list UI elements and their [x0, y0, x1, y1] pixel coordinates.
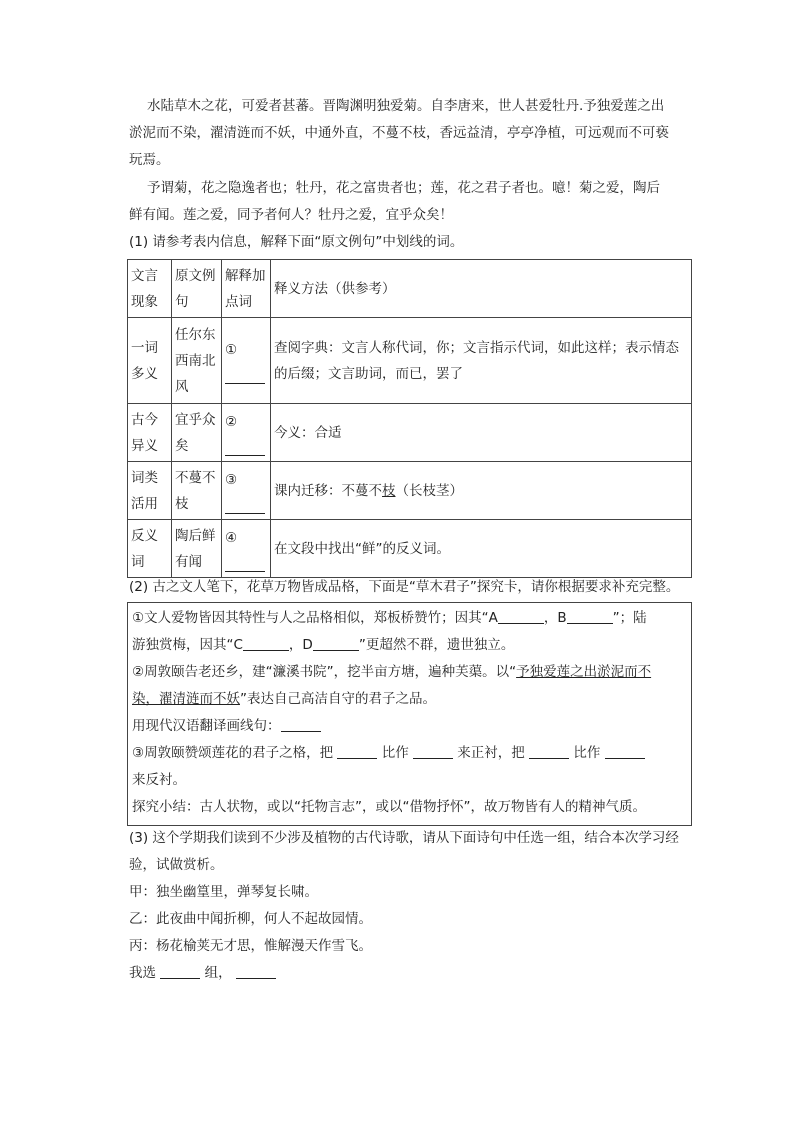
passage-line: 鲜有闻。莲之爱，同予者何人？牡丹之爱，宜乎众矣！	[129, 207, 453, 223]
appreciation-blank[interactable]	[236, 964, 276, 979]
header-cell: 原文例句	[172, 260, 222, 318]
card-text: 比作	[573, 745, 601, 761]
answer-blank[interactable]	[225, 557, 265, 572]
answer-number: ②	[225, 414, 238, 430]
table-row	[128, 462, 692, 520]
answer-cell	[222, 404, 271, 462]
phenomenon-cell: 词类活用	[128, 462, 172, 520]
question-1-prompt: (1) 请参考表内信息，解释下面“原文例句”中划线的词。	[129, 234, 464, 250]
card-text: ，B	[543, 610, 567, 626]
method-text: 课内迁移：不蔓不	[274, 482, 382, 499]
card-text: 来正衬，把	[457, 745, 525, 761]
answer-blank[interactable]	[225, 499, 265, 514]
poem-option-bing: 丙：杨花榆荚无才思，惟解漫天作雪飞。	[129, 938, 372, 954]
answer-text: 我选	[129, 965, 156, 981]
card-text: 比作	[381, 745, 409, 761]
card-text: 游独赏梅，因其“C	[132, 637, 243, 653]
passage-line: 水陆草木之花，可爱者甚蕃。晋陶渊明独爱菊。自李唐来，世人甚爱牡丹.予独爱莲之出	[147, 98, 665, 114]
translation-blank[interactable]	[281, 717, 321, 732]
answer-number: ③	[225, 472, 238, 488]
phenomenon-cell: 反义词	[128, 520, 172, 578]
answer-line	[129, 963, 276, 983]
poem-option-yi: 乙：此夜曲中闻折柳，何人不起故园情。	[129, 911, 372, 927]
blank-contrast-2[interactable]	[605, 744, 645, 759]
header-cell: 释义方法（供参考）	[271, 260, 692, 318]
header-cell: 解释加点词	[222, 260, 271, 318]
card-text: ，D	[288, 637, 313, 653]
question-3-prompt: 验，试做赏析。	[129, 857, 224, 873]
header-cell: 文言现象	[128, 260, 172, 318]
table-row	[128, 520, 692, 578]
card-line	[132, 689, 436, 709]
blank-d[interactable]	[313, 636, 359, 651]
method-underlined: 枝	[382, 482, 396, 499]
answer-cell	[222, 318, 271, 404]
card-line	[132, 635, 514, 655]
method-cell	[271, 462, 692, 520]
table-row	[128, 404, 692, 462]
method-cell: 在文段中找出“鲜”的反义词。	[271, 520, 692, 578]
card-line: 来反衬。	[132, 772, 186, 788]
answer-blank[interactable]	[225, 441, 265, 456]
blank-positive-1[interactable]	[337, 744, 377, 759]
card-summary: 探究小结：古人状物，或以“托物言志”，或以“借物抒怀”，故万物皆有人的精神气质。	[132, 799, 646, 815]
question-2-prompt: (2) 古之文人笔下，花草万物皆成品格，下面是“草木君子”探究卡，请你根据要求补充完整。	[129, 579, 680, 595]
exploration-card	[127, 602, 692, 826]
card-text: ”；陆	[612, 610, 647, 626]
blank-positive-2[interactable]	[413, 744, 453, 759]
passage-line: 淤泥而不染，濯清涟而不妖，中通外直，不蔓不枝，香远益清，亭亭净植，可远观而不可亵	[129, 125, 669, 141]
card-text: ①文人爱物皆因其特性与人之品格相似，郑板桥赞竹；因其“A	[132, 610, 498, 626]
passage-line: 予谓菊，花之隐逸者也；牡丹，花之富贵者也；莲，花之君子者也。噫！菊之爱，陶后	[147, 180, 660, 196]
blank-b[interactable]	[567, 609, 613, 624]
example-cell: 宜乎众矣	[172, 404, 222, 462]
card-line	[132, 662, 651, 682]
example-cell: 不蔓不枝	[172, 462, 222, 520]
answer-number: ④	[225, 530, 238, 546]
card-line	[132, 743, 645, 763]
card-text: ”表达自己高洁自守的君子之品。	[240, 691, 436, 707]
answer-number: ①	[225, 342, 238, 358]
method-text: （长枝茎）	[395, 482, 463, 499]
passage-line: 玩焉。	[129, 152, 170, 168]
blank-contrast-1[interactable]	[529, 744, 569, 759]
card-line	[132, 608, 647, 628]
underlined-sentence: 予独爱莲之出淤泥而不	[516, 664, 652, 680]
answer-blank[interactable]	[225, 369, 265, 384]
card-line	[132, 716, 321, 736]
answer-text: 组，	[204, 965, 232, 981]
card-text: 用现代汉语翻译画线句：	[132, 718, 281, 734]
card-text: ③周敦颐赞颂莲花的君子之格，把	[132, 745, 334, 761]
card-text: ”更超然不群，遗世独立。	[358, 637, 515, 653]
card-text: ②周敦颐告老还乡，建“濂溪书院”，挖半亩方塘，遍种芙蕖。以“	[132, 664, 517, 680]
example-cell: 任尔东西南北风	[172, 318, 222, 404]
poem-option-jia: 甲：独坐幽篁里，弹琴复长啸。	[129, 884, 318, 900]
blank-c[interactable]	[243, 636, 289, 651]
table-header-row	[128, 260, 692, 318]
blank-a[interactable]	[498, 609, 544, 624]
group-choice-blank[interactable]	[160, 964, 200, 979]
answer-cell	[222, 462, 271, 520]
phenomenon-cell: 古今异义	[128, 404, 172, 462]
example-cell: 陶后鲜有闻	[172, 520, 222, 578]
vocab-table	[127, 259, 692, 578]
method-cell: 今义：合适	[271, 404, 692, 462]
question-3-prompt: (3) 这个学期我们读到不少涉及植物的古代诗歌，请从下面诗句中任选一组，结合本次学习经	[129, 830, 679, 846]
underlined-sentence: 染，濯清涟而不妖	[132, 691, 240, 707]
answer-cell	[222, 520, 271, 578]
method-cell: 查阅字典：文言人称代词，你；文言指示代词，如此这样；表示情态的后缀；文言助词，而已，罢了	[271, 318, 692, 404]
phenomenon-cell: 一词多义	[128, 318, 172, 404]
table-row	[128, 318, 692, 404]
